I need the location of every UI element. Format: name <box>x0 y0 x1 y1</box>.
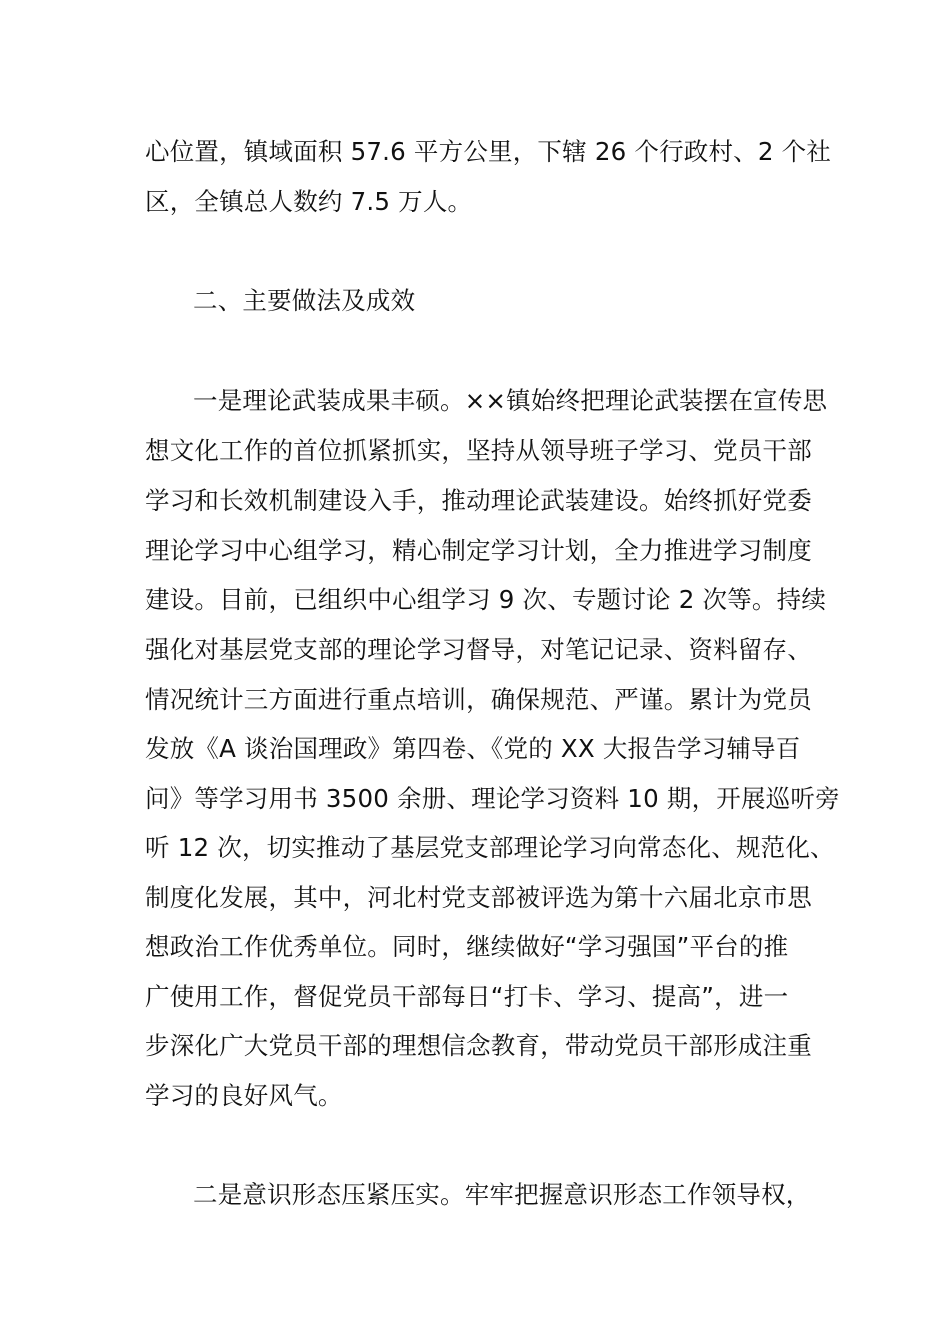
text-line: 理论学习中心组学习，精心制定学习计划，全力推进学习制度 <box>145 536 812 565</box>
text-line: 发放《A 谈治国理政》第四卷、《党的 XX 大报告学习辅导百 <box>145 734 801 763</box>
text-line: 区，全镇总人数约 7.5 万人。 <box>145 187 473 216</box>
section-heading: 二、主要做法及成效 <box>193 286 416 315</box>
text-line: 强化对基层党支部的理论学习督导，对笔记记录、资料留存、 <box>145 635 812 664</box>
text-line: 制度化发展，其中，河北村党支部被评选为第十六届北京市思 <box>145 883 812 912</box>
text-line: 想政治工作优秀单位。同时，继续做好“学习强国”平台的推 <box>145 932 789 961</box>
text-line: 学习的良好风气。 <box>145 1081 343 1110</box>
text-line: 一是理论武装成果丰硕。××镇始终把理论武装摆在宣传思 <box>193 386 828 415</box>
text-line: 步深化广大党员干部的理想信念教育，带动党员干部形成注重 <box>145 1031 812 1060</box>
text-line: 二是意识形态压紧压实。牢牢把握意识形态工作领导权， <box>193 1180 811 1209</box>
text-line: 广使用工作，督促党员干部每日“打卡、学习、提高”，进一 <box>145 982 789 1011</box>
text-line: 情况统计三方面进行重点培训，确保规范、严谨。累计为党员 <box>145 685 812 714</box>
text-line: 建设。目前，已组织中心组学习 9 次、专题讨论 2 次等。持续 <box>145 585 827 614</box>
text-line: 问》等学习用书 3500 余册、理论学习资料 10 期，开展巡听旁 <box>145 784 840 813</box>
text-line: 心位置，镇域面积 57.6 平方公里，下辖 26 个行政村、2 个社 <box>145 137 832 166</box>
text-line: 学习和长效机制建设入手，推动理论武装建设。始终抓好党委 <box>145 486 812 515</box>
text-line: 听 12 次，切实推动了基层党支部理论学习向常态化、规范化、 <box>145 833 835 862</box>
text-line: 想文化工作的首位抓紧抓实，坚持从领导班子学习、党员干部 <box>145 436 812 465</box>
